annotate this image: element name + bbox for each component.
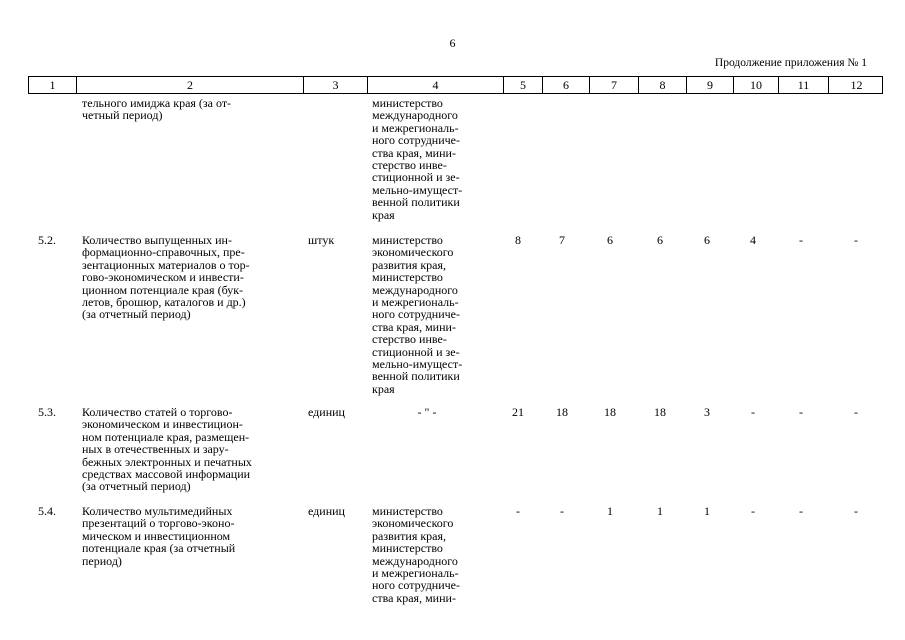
value-cell: 6 bbox=[657, 233, 663, 247]
indicator-name: Количество выпущенных ин- формационно-справочных, пре- зентационных материалов о тор- гово-экономическом и инвести- ционном потенциале края (бук- летов, брошюр, каталогов и др.) (за отчетный период) bbox=[82, 233, 250, 322]
value-cell: 1 bbox=[704, 504, 710, 518]
header-cell-3: 3 bbox=[304, 77, 368, 93]
unit-cell: единиц bbox=[308, 405, 345, 419]
value-cell: 7 bbox=[559, 233, 565, 247]
value-cell: 18 bbox=[654, 405, 666, 419]
value-cell: - bbox=[799, 405, 803, 419]
responsible-cell: министерство международного и межрегиональ- ного сотрудниче- ства края, мини- стерство инве- стиционной и зе- мельно-имущест- венной политики края bbox=[372, 96, 463, 222]
header-cell-12: 12 bbox=[850, 78, 863, 92]
value-cell: - bbox=[751, 504, 755, 518]
value-cell: - bbox=[751, 405, 755, 419]
value-cell: 21 bbox=[512, 405, 524, 419]
row-number: 5.2. bbox=[38, 233, 56, 247]
responsible-cell: министерство экономического развития края, министерство международного и межрегиональ- ного сотрудниче- ства края, мини- стерство инве- стиционной и зе- мельно-имущест- венной политики края bbox=[372, 233, 463, 396]
row-number: 5.4. bbox=[38, 504, 56, 518]
value-cell: 18 bbox=[604, 405, 616, 419]
value-cell: 3 bbox=[704, 405, 710, 419]
unit-cell: штук bbox=[308, 233, 335, 247]
value-cell: - bbox=[799, 504, 803, 518]
value-cell: - bbox=[854, 233, 858, 247]
header-cell-1: 1 bbox=[29, 77, 77, 93]
table-header bbox=[28, 76, 883, 94]
responsible-cell: министерство экономического развития края, министерство международного и межрегиональ- ного сотрудниче- ства края, мини- bbox=[372, 504, 460, 605]
responsible-cell: - " - bbox=[417, 405, 437, 419]
header-cell-6: 6 bbox=[543, 77, 590, 93]
indicator-name: Количество мультимедийных презентаций о торгово-эконо- мическом и инвестиционном потенциале края (за отчетный период) bbox=[82, 504, 236, 568]
value-cell: 18 bbox=[556, 405, 568, 419]
continuation-label: Продолжение приложения № 1 bbox=[714, 57, 867, 69]
value-cell: 6 bbox=[704, 233, 710, 247]
header-cell-9: 9 bbox=[687, 77, 734, 93]
value-cell: 1 bbox=[607, 504, 613, 518]
header-cell-8: 8 bbox=[639, 77, 687, 93]
row-number: 5.3. bbox=[38, 405, 56, 419]
value-cell: 6 bbox=[607, 233, 613, 247]
header-cell-2: 2 bbox=[77, 77, 304, 93]
indicator-name: тельного имиджа края (за от- четный период) bbox=[82, 96, 232, 123]
value-cell: - bbox=[799, 233, 803, 247]
value-cell: 8 bbox=[515, 233, 521, 247]
header-cell-10: 10 bbox=[734, 77, 779, 93]
header-cell-11: 11 bbox=[779, 77, 829, 93]
value-cell: - bbox=[854, 405, 858, 419]
header-cell-7: 7 bbox=[590, 77, 639, 93]
value-cell: - bbox=[560, 504, 564, 518]
value-cell: - bbox=[516, 504, 520, 518]
page-number: 6 bbox=[449, 36, 456, 50]
value-cell: 1 bbox=[657, 504, 663, 518]
value-cell: - bbox=[854, 504, 858, 518]
unit-cell: единиц bbox=[308, 504, 345, 518]
header-cell-5: 5 bbox=[504, 77, 543, 93]
indicator-name: Количество статей о торгово- экономическом и инвестицион- ном потенциале края, размещен- ных в отечественных и зару- бежных электронных и печатных средствах массовой информации (за отчетный период) bbox=[82, 405, 252, 494]
header-cell-4: 4 bbox=[368, 77, 504, 93]
value-cell: 4 bbox=[750, 233, 756, 247]
